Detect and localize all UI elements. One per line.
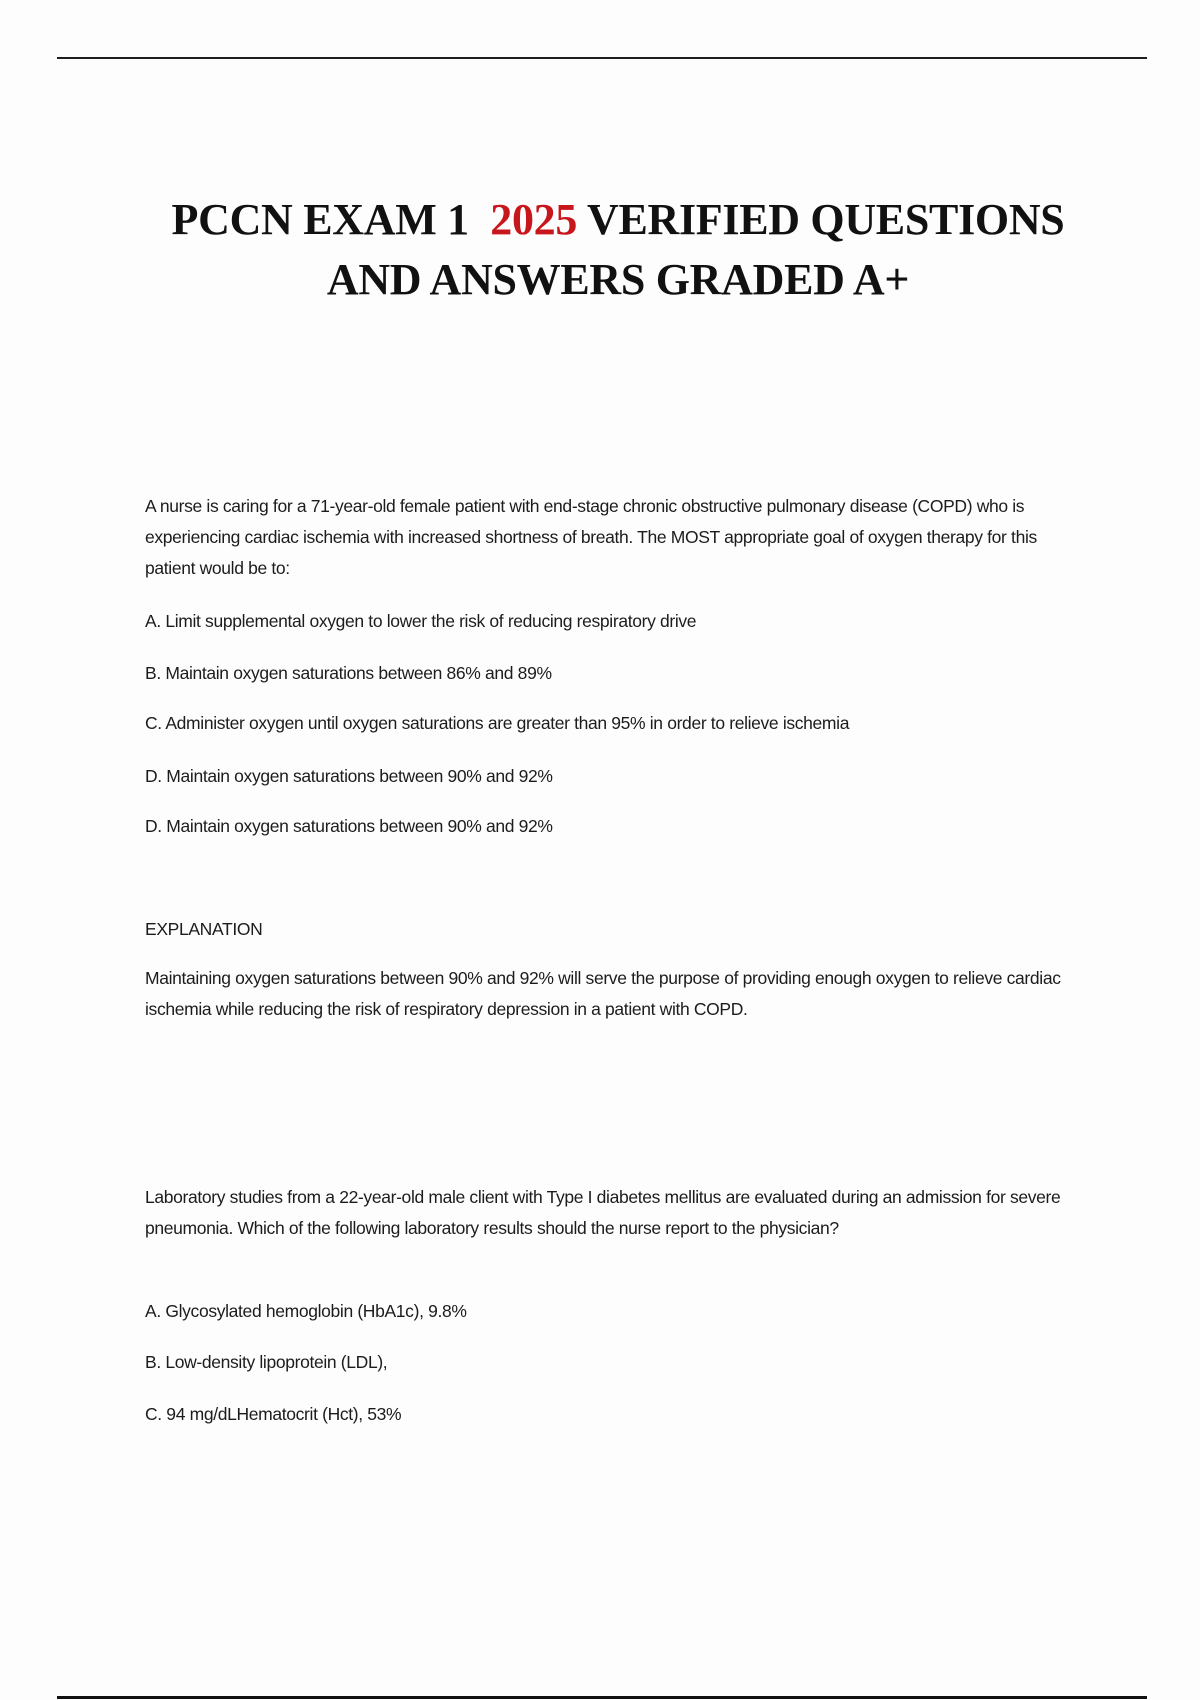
title-part1: PCCN EXAM 1 [171,195,491,244]
answer-option: B. Low-density lipoprotein (LDL), [145,1352,388,1372]
footer-rule [57,1696,1147,1699]
header-rule [57,57,1147,59]
title-line2: AND ANSWERS GRADED A+ [326,255,910,304]
answer-option: C. Administer oxygen until oxygen saturations are greater than 95% in order to relieve ischemia [145,713,850,733]
answer-option: C. 94 mg/dLHematocrit (Hct), 53% [145,1404,402,1424]
answer-option: D. Maintain oxygen saturations between 90% and 92% [145,816,553,836]
answer-option: D. Maintain oxygen saturations between 90% and 92% [145,766,553,786]
document-title [0,190,1200,310]
answer-option: B. Maintain oxygen saturations between 86% and 89% [145,663,552,683]
title-year: 2025 [490,195,578,244]
explanation-text: Maintaining oxygen saturations between 90% and 92% will serve the purpose of providing enough oxygen to relieve cardiac ischemia while reducing the risk of respiratory depression in a patient with COPD. [145,968,1061,1019]
explanation-heading: EXPLANATION [145,919,263,939]
answer-option: A. Glycosylated hemoglobin (HbA1c), 9.8% [145,1301,467,1321]
title-part2: VERIFIED QUESTIONS [577,195,1065,244]
question-stem: A nurse is caring for a 71-year-old female patient with end-stage chronic obstructive pulmonary disease (COPD) who is experiencing cardiac ischemia with increased shortness of breath. The MOST appropriate goal of oxygen therapy for this patient would be to: [145,496,1037,578]
answer-option: A. Limit supplemental oxygen to lower the risk of reducing respiratory drive [145,611,697,631]
question-stem: Laboratory studies from a 22-year-old male client with Type I diabetes mellitus are evaluated during an admission for severe pneumonia. Which of the following laboratory results should the nurse report to the physician? [145,1187,1061,1238]
